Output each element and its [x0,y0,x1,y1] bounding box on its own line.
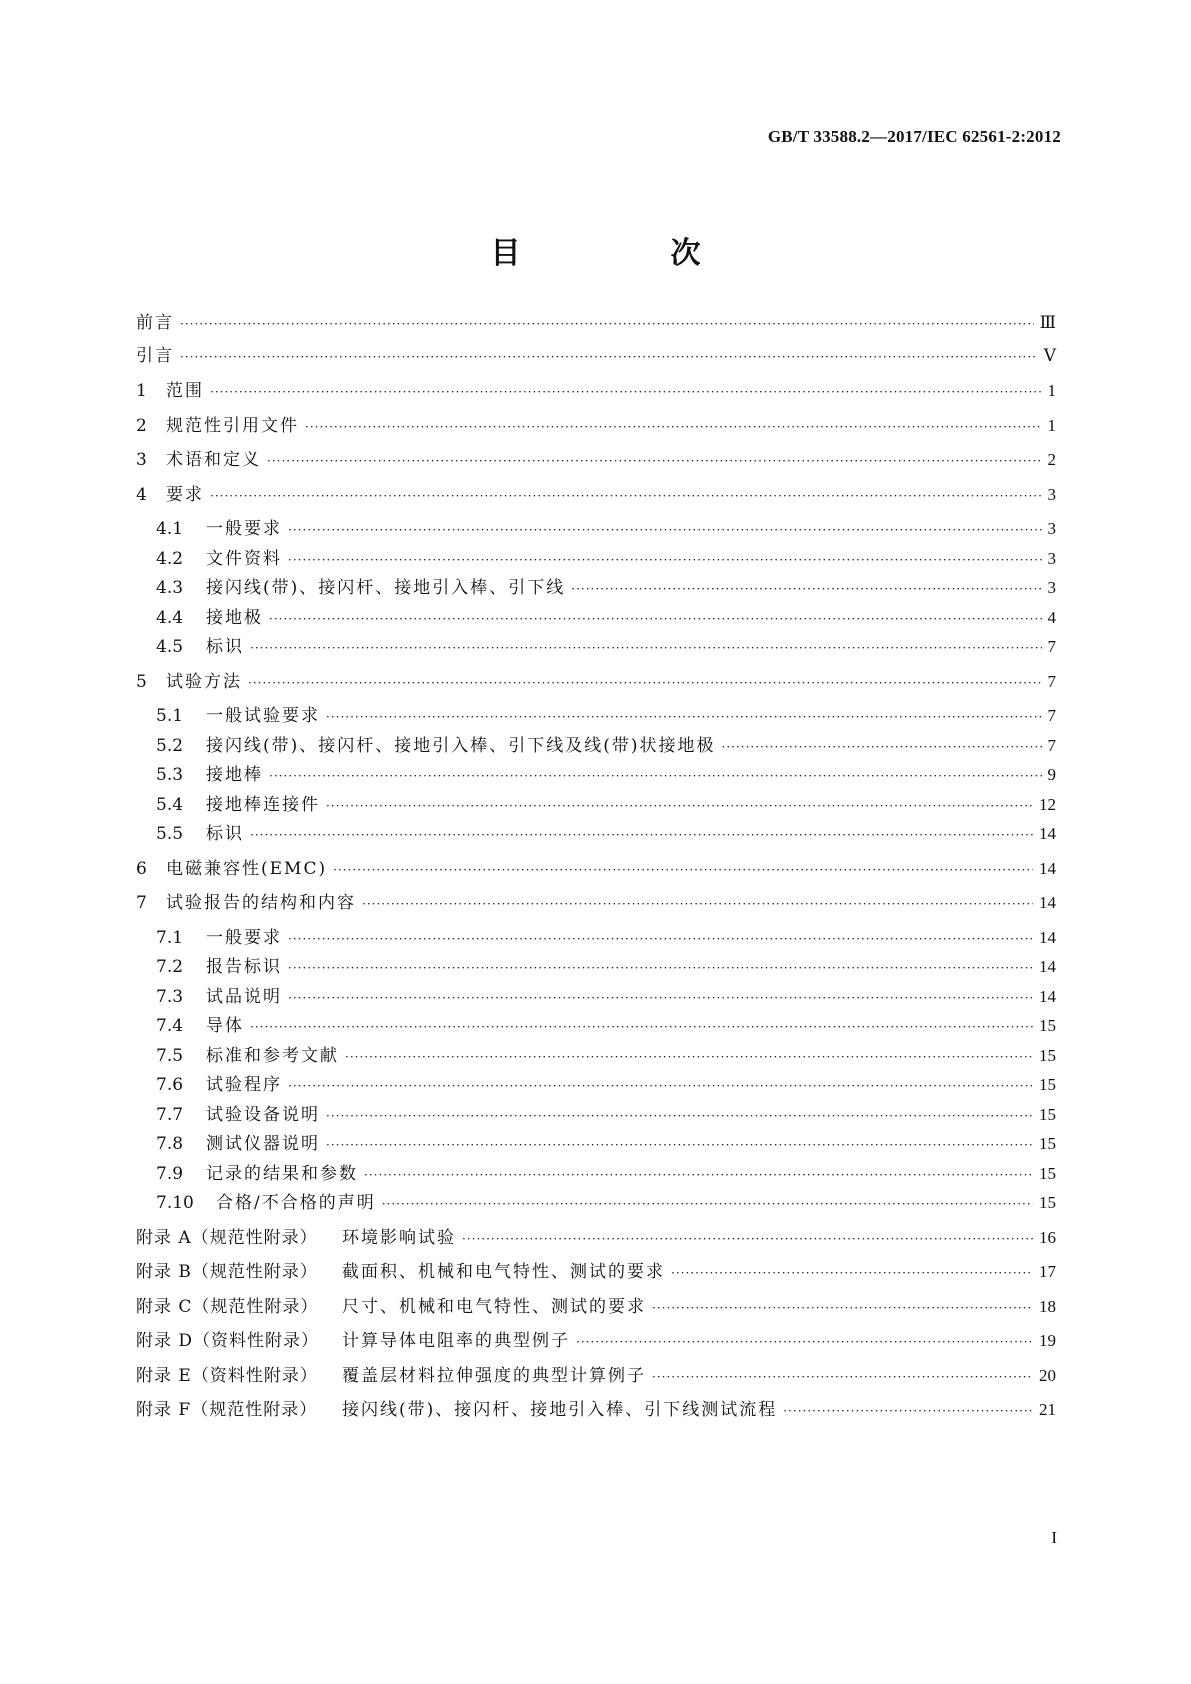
toc-leader [462,1226,1033,1252]
toc-entry-title: 标识 [206,824,244,844]
toc-leader [210,483,1042,509]
toc-leader [783,1398,1033,1424]
toc-entry-title: 一般要求 [206,519,282,539]
toc-page-number: 14 [1039,859,1056,878]
toc-entry-number: 4.5 [156,637,184,657]
toc-entry-title: 接闪线(带)、接闪杆、接地引入棒、引下线及线(带)状接地极 [206,736,716,756]
toc-leader [288,926,1033,952]
toc-entry-number: 7.5 [156,1046,184,1066]
toc-leader [326,793,1033,819]
toc-entry-title: 一般试验要求 [206,706,320,726]
toc-page-number: 1 [1047,416,1056,435]
toc-page-number: 7 [1047,706,1056,725]
toc-leader [267,448,1042,474]
toc-page-number: 21 [1039,1400,1056,1419]
toc-page-number: 3 [1047,519,1056,538]
toc-leader [288,985,1033,1011]
toc-entry-title: 接地极 [206,608,263,628]
toc-entry-section-7-3[interactable] [156,984,1056,1010]
toc-page-number: 15 [1039,1134,1056,1153]
toc-page-number: 14 [1039,893,1056,912]
toc-entry-title: 报告标识 [206,957,282,977]
toc-leader [180,311,1034,337]
toc-entry-number: 4 [136,485,147,505]
toc-annex-label: 附录 C（规范性附录） [136,1297,319,1317]
toc-entry-annex-e[interactable] [136,1363,1056,1389]
toc-page-number: 15 [1039,1164,1056,1183]
toc-leader [333,857,1033,883]
toc-entry-number: 7.3 [156,987,184,1007]
toc-entry-number: 4.1 [156,519,184,539]
toc-entry-section-4[interactable] [136,482,1056,508]
toc-page-number: 19 [1039,1331,1056,1350]
toc-entry-section-5-1[interactable] [156,703,1056,729]
toc-entry-section-7-2[interactable] [156,954,1056,980]
toc-entry-section-7-7[interactable] [156,1102,1056,1128]
toc-entry-title: 范围 [166,381,204,401]
toc-page-number: 18 [1039,1297,1056,1316]
toc-leader [305,414,1042,440]
toc-entry-section-5-2[interactable] [156,733,1056,759]
toc-entry-number: 7.9 [156,1164,184,1184]
standard-number: GB/T 33588.2—2017/IEC 62561-2:2012 [767,127,1061,146]
toc-page-number: Ⅲ [1039,313,1056,332]
toc-page-number: 4 [1047,608,1056,627]
toc-entry-title: 要求 [166,485,204,505]
toc-entry-section-7-8[interactable] [156,1131,1056,1157]
toc-entry-section-7-5[interactable] [156,1043,1056,1069]
toc-entry-title: 标识 [206,637,244,657]
toc-entry-title: 截面积、机械和电气特性、测试的要求 [342,1262,665,1282]
toc-entry-title: 计算导体电阻率的典型例子 [342,1331,570,1351]
toc-entry-introduction[interactable] [136,343,1056,369]
toc-entry-title: 试验程序 [206,1075,282,1095]
toc-entry-number: 7.10 [156,1193,194,1213]
toc-leader [250,822,1033,848]
toc-leader [326,1132,1033,1158]
toc-page-number: 3 [1047,485,1056,504]
toc-entry-number: 5.5 [156,824,184,844]
toc-entry-annex-a[interactable] [136,1225,1056,1251]
toc-entry-annex-b[interactable] [136,1259,1056,1285]
toc-leader [288,517,1042,543]
toc-leader [576,1329,1033,1355]
toc-page-number: 20 [1039,1366,1056,1385]
toc-page-number: 12 [1039,795,1056,814]
toc-leader [180,344,1038,370]
toc-entry-section-4-5[interactable] [156,634,1056,660]
toc-entry-section-7[interactable] [136,890,1056,916]
toc-entry-number: 4.2 [156,549,184,569]
toc-entry-section-4-3[interactable] [156,575,1056,601]
toc-entry-title: 测试仪器说明 [206,1134,320,1154]
toc-entry-number: 7.8 [156,1134,184,1154]
toc-entry-title: 前言 [136,313,174,333]
toc-entry-foreword[interactable] [136,310,1056,336]
toc-entry-section-5-4[interactable] [156,792,1056,818]
toc-entry-title: 试验报告的结构和内容 [166,893,356,913]
toc-page-number: 7 [1047,637,1056,656]
toc-entry-section-7-10[interactable] [156,1190,1056,1216]
toc-page-number: 7 [1047,736,1056,755]
toc-entry-number: 7.6 [156,1075,184,1095]
toc-entry-section-4-1[interactable] [156,516,1056,542]
toc-entry-number: 5 [136,672,147,692]
toc-entry-title: 记录的结果和参数 [206,1164,358,1184]
toc-entry-annex-f[interactable] [136,1397,1056,1423]
toc-entry-number: 4.4 [156,608,184,628]
toc-entry-title: 试品说明 [206,987,282,1007]
toc-leader [288,955,1033,981]
toc-leader [722,734,1042,760]
toc-leader [326,704,1042,730]
toc-leader [288,547,1042,573]
toc-entry-section-7-9[interactable] [156,1161,1056,1187]
toc-entry-section-4-2[interactable] [156,546,1056,572]
toc-entry-annex-d[interactable] [136,1328,1056,1354]
toc-leader [571,576,1041,602]
toc-entry-number: 6 [136,859,147,879]
toc-entry-section-7-6[interactable] [156,1072,1056,1098]
toc-entry-number: 4.3 [156,578,184,598]
toc-entry-section-6[interactable] [136,856,1056,882]
toc-page-number: 15 [1039,1075,1056,1094]
toc-entry-title: 规范性引用文件 [166,416,299,436]
toc-entry-section-3[interactable] [136,447,1056,473]
toc-entry-number: 5.3 [156,765,184,785]
toc-page-number: 3 [1047,549,1056,568]
toc-leader [382,1191,1033,1217]
toc-page-number: 14 [1039,957,1056,976]
toc-leader [652,1364,1033,1390]
toc-entry-title: 环境影响试验 [342,1228,456,1248]
toc-page-number: 14 [1039,987,1056,1006]
page-number: I [1051,1528,1057,1547]
toc-entry-title: 标准和参考文献 [206,1046,339,1066]
toc-page-number: 15 [1039,1105,1056,1124]
toc-entry-number: 5.2 [156,736,184,756]
toc-leader [269,763,1042,789]
toc-entry-number: 7.1 [156,928,184,948]
toc-page-number: 15 [1039,1193,1056,1212]
toc-entry-section-2[interactable] [136,413,1056,439]
toc-leader [248,670,1042,696]
toc-entry-title: 一般要求 [206,928,282,948]
toc-entry-number: 7.7 [156,1105,184,1125]
toc-annex-label: 附录 E（资料性附录） [136,1366,318,1386]
toc-page-number: 9 [1047,765,1056,784]
toc-entry-number: 7 [136,893,147,913]
toc-page-number: 16 [1039,1228,1056,1247]
toc-leader [269,606,1042,632]
toc-entry-section-7-4[interactable] [156,1013,1056,1039]
toc-entry-title: 尺寸、机械和电气特性、测试的要求 [342,1297,646,1317]
toc-entry-title: 引言 [136,346,174,366]
toc-leader [288,1073,1033,1099]
toc-leader [364,1162,1033,1188]
toc-entry-number: 5.4 [156,795,184,815]
toc-annex-label: 附录 B（规范性附录） [136,1262,318,1282]
toc-annex-label: 附录 F（规范性附录） [136,1400,318,1420]
toc-entry-section-5-3[interactable] [156,762,1056,788]
toc-entry-title: 接地棒 [206,765,263,785]
toc-entry-section-5-5[interactable] [156,821,1056,847]
toc-page-number: 14 [1039,928,1056,947]
toc-leader [671,1260,1033,1286]
toc-page-number: 14 [1039,824,1056,843]
toc-entry-title: 试验设备说明 [206,1105,320,1125]
toc-page-number: 1 [1047,381,1056,400]
toc-entry-title: 文件资料 [206,549,282,569]
toc-page-number: 15 [1039,1016,1056,1035]
toc-entry-title: 覆盖层材料拉伸强度的典型计算例子 [342,1366,646,1386]
toc-leader [250,635,1042,661]
toc-page-number: 15 [1039,1046,1056,1065]
toc-page-number: 7 [1047,672,1056,691]
toc-leader [362,891,1033,917]
page-title: 目 次 [490,236,761,271]
toc-leader [652,1295,1033,1321]
toc-entry-section-7-1[interactable] [156,925,1056,951]
toc-annex-label: 附录 A（规范性附录） [136,1228,318,1248]
toc-entry-number: 3 [136,450,147,470]
toc-entry-number: 5.1 [156,706,184,726]
toc-entry-number: 1 [136,381,147,401]
toc-page-number: 3 [1047,578,1056,597]
toc-page-number: 2 [1047,450,1056,469]
toc-entry-annex-c[interactable] [136,1294,1056,1320]
toc-annex-label: 附录 D（资料性附录） [136,1331,320,1351]
toc-entry-number: 7.4 [156,1016,184,1036]
toc-entry-title: 合格/不合格的声明 [216,1193,376,1213]
toc-entry-number: 7.2 [156,957,184,977]
toc-entry-section-5[interactable] [136,669,1056,695]
toc-leader [250,1014,1033,1040]
toc-entry-title: 电磁兼容性(EMC) [166,859,328,879]
toc-entry-section-4-4[interactable] [156,605,1056,631]
toc-entry-title: 接地棒连接件 [206,795,320,815]
toc-entry-title: 试验方法 [166,672,242,692]
toc-leader [345,1044,1033,1070]
toc-leader [326,1103,1033,1129]
toc-page-number: Ⅴ [1043,346,1056,365]
toc-entry-number: 2 [136,416,147,436]
toc-leader [210,379,1042,405]
toc-entry-title: 导体 [206,1016,244,1036]
toc-entry-title: 接闪线(带)、接闪杆、接地引入棒、引下线测试流程 [342,1400,778,1420]
toc-page-number: 17 [1039,1262,1056,1281]
toc-entry-title: 接闪线(带)、接闪杆、接地引入棒、引下线 [206,578,566,598]
toc-entry-title: 术语和定义 [166,450,261,470]
toc-entry-section-1[interactable] [136,378,1056,404]
